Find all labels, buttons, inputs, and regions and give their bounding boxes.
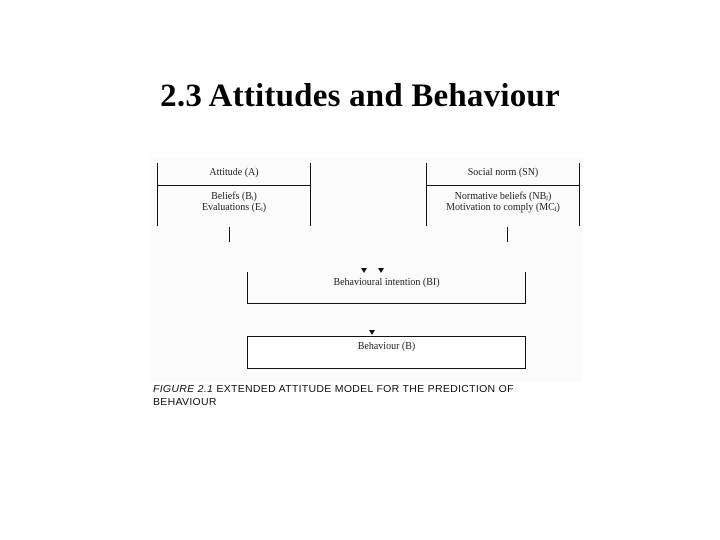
arrow-norm-to-intention [378, 268, 384, 273]
intention-bottom-border [247, 303, 526, 304]
arrow-attitude-to-intention [361, 268, 367, 273]
figure-caption [153, 383, 553, 409]
arrow-intention-to-behaviour [369, 330, 375, 335]
attitude-beliefs: Beliefs (Bᵢ) [211, 191, 257, 202]
social-norm-connector [507, 227, 508, 242]
behaviour-label: Behaviour (B) [357, 341, 416, 352]
intention-label: Behavioural intention (BI) [333, 277, 440, 288]
attitude-heading: Attitude (A) [209, 167, 259, 178]
attitude-evaluations: Evaluations (Eᵢ) [201, 202, 267, 213]
slide-title: 2.3 Attitudes and Behaviour [160, 78, 560, 114]
attitude-model-diagram [150, 157, 583, 382]
figure-caption-text: EXTENDED ATTITUDE MODEL FOR THE PREDICTION OF BEHAVIOUR [153, 383, 514, 408]
social-norm-divider [426, 185, 580, 186]
attitude-connector [229, 227, 230, 242]
social-norm-heading: Social norm (SN) [467, 167, 539, 178]
figure-number: FIGURE 2.1 [153, 383, 214, 395]
motivation-to-comply: Motivation to comply (MCⱼ) [446, 202, 560, 213]
attitude-divider [157, 185, 311, 186]
normative-beliefs: Normative beliefs (NBⱼ) [454, 191, 552, 202]
